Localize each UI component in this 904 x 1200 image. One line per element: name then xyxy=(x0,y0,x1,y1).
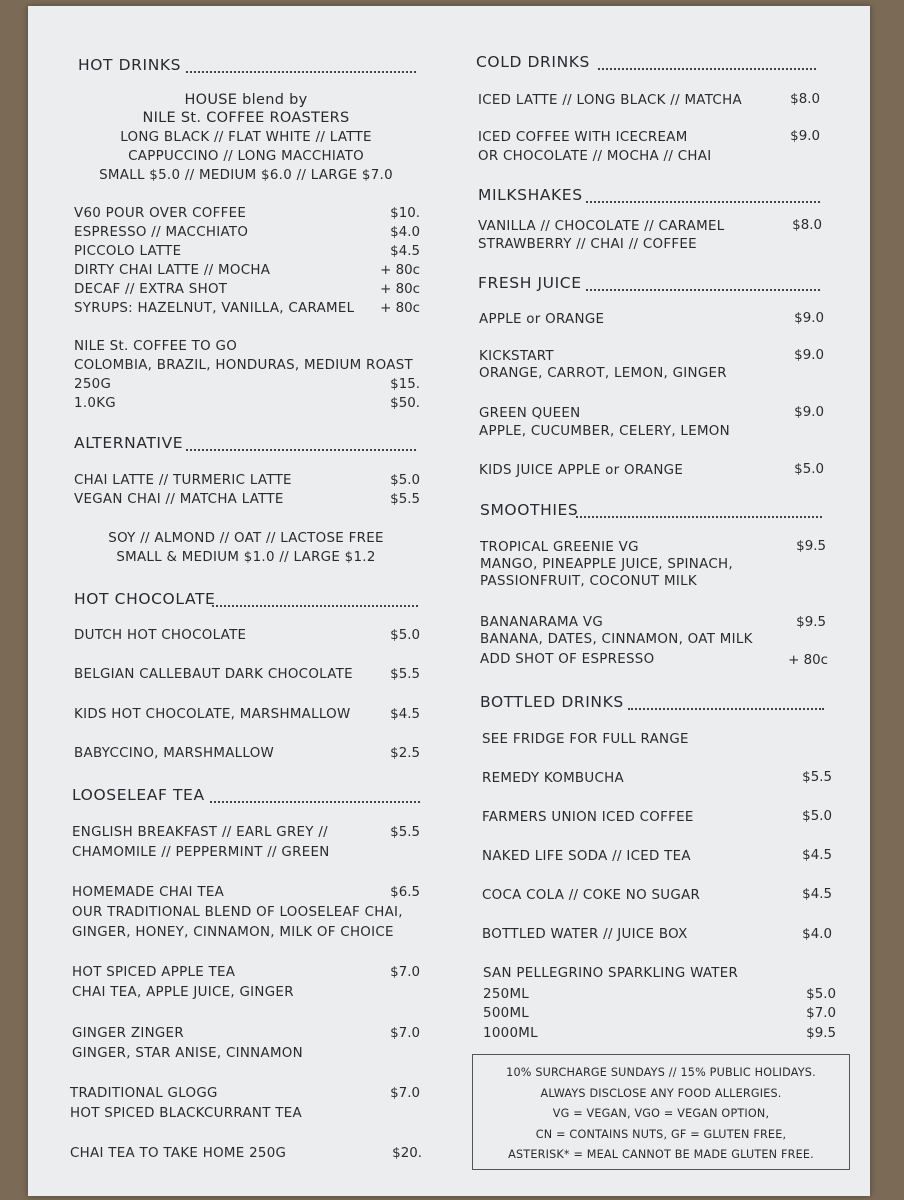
menu-item-name: 500ML xyxy=(483,1006,530,1021)
section-title-fresh-juice: FRESH JUICE xyxy=(478,274,582,292)
menu-item-desc: OUR TRADITIONAL BLEND OF LOOSELEAF CHAI, xyxy=(72,905,403,920)
menu-item-price: $20. xyxy=(392,1146,422,1161)
menu-item-name: KIDS JUICE APPLE or ORANGE xyxy=(479,463,684,478)
menu-item-price: $9.0 xyxy=(794,405,824,420)
menu-item-name: ICED LATTE // LONG BLACK // MATCHA xyxy=(478,93,742,108)
notes-line: 10% SURCHARGE SUNDAYS // 15% PUBLIC HOLIDAYS. xyxy=(506,1066,816,1079)
menu-item-price: $7.0 xyxy=(806,1006,836,1021)
menu-item-price: + 80c xyxy=(380,301,420,316)
menu-item-price: $8.0 xyxy=(792,218,822,233)
milk-options: SOY // ALMOND // OAT // LACTOSE FREE xyxy=(108,531,384,546)
menu-item-desc: GINGER, HONEY, CINNAMON, MILK OF CHOICE xyxy=(72,925,394,940)
menu-item-name: CHAI TEA TO TAKE HOME 250G xyxy=(70,1146,287,1161)
menu-item-price: $9.0 xyxy=(794,311,824,326)
menu-item-price: $5.0 xyxy=(806,987,836,1002)
section-title-alternative: ALTERNATIVE xyxy=(74,434,184,452)
menu-item-name: KIDS HOT CHOCOLATE, MARSHMALLOW xyxy=(74,707,351,722)
menu-item-name: NAKED LIFE SODA // ICED TEA xyxy=(482,849,691,864)
menu-item-name: PICCOLO LATTE xyxy=(74,244,182,259)
bottled-note: SEE FRIDGE FOR FULL RANGE xyxy=(482,732,689,747)
notes-box xyxy=(472,1054,850,1170)
section-divider xyxy=(628,708,824,710)
menu-item-price: $4.5 xyxy=(390,707,420,722)
menu-item-name: DECAF // EXTRA SHOT xyxy=(74,282,228,297)
menu-item-desc: OR CHOCOLATE // MOCHA // CHAI xyxy=(478,149,712,164)
menu-item-name: 250G xyxy=(74,377,112,392)
house-blend-line1: HOUSE blend by xyxy=(184,92,308,108)
notes-line: CN = CONTAINS NUTS, GF = GLUTEN FREE, xyxy=(535,1127,787,1141)
menu-item-price: $10. xyxy=(390,206,420,221)
section-title-milkshakes: MILKSHAKES xyxy=(478,186,583,204)
menu-item-name: HOT SPICED APPLE TEA xyxy=(72,965,236,980)
section-divider xyxy=(186,71,416,73)
menu-item-price: $5.5 xyxy=(390,667,420,682)
menu-item-price: $9.0 xyxy=(790,129,820,144)
section-divider xyxy=(212,605,418,607)
menu-item-name: SYRUPS: HAZELNUT, VANILLA, CARAMEL xyxy=(74,301,355,316)
menu-item-name: ENGLISH BREAKFAST // EARL GREY // xyxy=(72,825,328,840)
notes-line: ALWAYS DISCLOSE ANY FOOD ALLERGIES. xyxy=(540,1086,782,1100)
menu-sheet xyxy=(28,6,870,1196)
menu-item-name: BABYCCINO, MARSHMALLOW xyxy=(74,746,275,761)
menu-item-name: GREEN QUEEN xyxy=(479,406,581,421)
menu-item-name: DIRTY CHAI LATTE // MOCHA xyxy=(74,263,271,278)
section-divider xyxy=(586,201,820,203)
menu-item-name: TROPICAL GREENIE VG xyxy=(480,540,639,555)
milk-prices: SMALL & MEDIUM $1.0 // LARGE $1.2 xyxy=(116,550,376,565)
menu-item-price: $9.5 xyxy=(796,539,826,554)
menu-item-name: ICED COFFEE WITH ICECREAM xyxy=(478,130,688,145)
menu-item-price: $5.5 xyxy=(390,825,420,840)
coffee-to-go-title: NILE St. COFFEE TO GO xyxy=(74,339,238,354)
menu-item-desc: ADD SHOT OF ESPRESSO xyxy=(480,652,655,667)
menu-item-name: VEGAN CHAI // MATCHA LATTE xyxy=(74,492,284,507)
house-blend-prices: SMALL $5.0 // MEDIUM $6.0 // LARGE $7.0 xyxy=(99,168,393,183)
menu-item-price: $8.0 xyxy=(790,92,820,107)
menu-item-price: $4.5 xyxy=(802,887,832,902)
menu-item-desc: MANGO, PINEAPPLE JUICE, SPINACH, xyxy=(480,557,733,572)
notes-line: ASTERISK* = MEAL CANNOT BE MADE GLUTEN FREE. xyxy=(508,1148,814,1161)
menu-item-price: $9.5 xyxy=(806,1026,836,1041)
menu-item-name: GINGER ZINGER xyxy=(72,1026,184,1041)
section-title-smoothies: SMOOTHIES xyxy=(480,501,579,519)
menu-item-price: $4.5 xyxy=(802,848,832,863)
menu-item-name: 1.0KG xyxy=(74,396,116,411)
menu-item-price: $50. xyxy=(390,396,420,411)
section-title-hot-drinks: HOT DRINKS xyxy=(78,56,182,74)
section-divider xyxy=(586,289,820,291)
menu-item-name: REMEDY KOMBUCHA xyxy=(482,771,625,786)
section-title-bottled-drinks: BOTTLED DRINKS xyxy=(480,693,624,711)
menu-item-name: APPLE or ORANGE xyxy=(479,312,605,327)
menu-item-name: KICKSTART xyxy=(479,349,554,364)
menu-item-desc: HOT SPICED BLACKCURRANT TEA xyxy=(70,1106,302,1121)
menu-item-name: CHAI LATTE // TURMERIC LATTE xyxy=(74,473,292,488)
menu-item-price: + 80c xyxy=(380,263,420,278)
menu-item-price: $7.0 xyxy=(390,1026,420,1041)
notes-line: VG = VEGAN, VGO = VEGAN OPTION, xyxy=(552,1107,770,1120)
section-divider xyxy=(210,801,420,803)
menu-item-price: $5.0 xyxy=(390,628,420,643)
menu-item-name: ESPRESSO // MACCHIATO xyxy=(74,225,249,240)
section-divider xyxy=(576,516,822,518)
menu-item-name: 1000ML xyxy=(483,1026,538,1041)
menu-item-price: + 80c xyxy=(788,653,828,668)
menu-item-price: $4.0 xyxy=(802,927,832,942)
menu-item-desc: PASSIONFRUIT, COCONUT MILK xyxy=(480,574,697,589)
menu-item-desc: STRAWBERRY // CHAI // COFFEE xyxy=(478,237,697,252)
menu-item-desc: BANANA, DATES, CINNAMON, OAT MILK xyxy=(480,632,753,647)
menu-item-name: V60 POUR OVER COFFEE xyxy=(74,206,247,221)
menu-item-price: $5.5 xyxy=(802,770,832,785)
menu-item-price: $9.0 xyxy=(794,348,824,363)
menu-item-price: $5.0 xyxy=(794,462,824,477)
menu-item-name: 250ML xyxy=(483,987,530,1002)
menu-item-price: $5.0 xyxy=(390,473,420,488)
menu-item-name: VANILLA // CHOCOLATE // CARAMEL xyxy=(478,219,725,234)
pellegrino-title: SAN PELLEGRINO SPARKLING WATER xyxy=(483,966,739,981)
menu-item-desc: GINGER, STAR ANISE, CINNAMON xyxy=(72,1046,303,1061)
menu-item-price: $2.5 xyxy=(390,746,420,761)
house-blend-line2: NILE St. COFFEE ROASTERS xyxy=(142,110,350,126)
section-title-hot-chocolate: HOT CHOCOLATE xyxy=(74,590,216,608)
section-divider xyxy=(598,68,816,70)
menu-item-name: DUTCH HOT CHOCOLATE xyxy=(74,628,247,643)
section-title-cold-drinks: COLD DRINKS xyxy=(476,53,590,71)
house-blend-line3: LONG BLACK // FLAT WHITE // LATTE xyxy=(120,130,372,145)
section-title-looseleaf-tea: LOOSELEAF TEA xyxy=(72,786,205,804)
menu-item-name: BELGIAN CALLEBAUT DARK CHOCOLATE xyxy=(74,667,353,682)
menu-item-price: $6.5 xyxy=(390,885,420,900)
menu-item-name: COCA COLA // COKE NO SUGAR xyxy=(482,888,701,903)
menu-item-name: BOTTLED WATER // JUICE BOX xyxy=(482,927,688,942)
menu-item-price: + 80c xyxy=(380,282,420,297)
menu-item-name: HOMEMADE CHAI TEA xyxy=(72,885,225,900)
menu-item-desc: APPLE, CUCUMBER, CELERY, LEMON xyxy=(479,424,730,439)
menu-item-price: $9.5 xyxy=(796,615,826,630)
section-divider xyxy=(186,449,416,451)
menu-item-price: $7.0 xyxy=(390,965,420,980)
menu-item-name: FARMERS UNION ICED COFFEE xyxy=(482,810,694,825)
menu-item-name: BANANARAMA VG xyxy=(480,615,604,630)
coffee-to-go-desc: COLOMBIA, BRAZIL, HONDURAS, MEDIUM ROAST xyxy=(74,358,413,373)
menu-item-price: $15. xyxy=(390,377,420,392)
house-blend-line4: CAPPUCCINO // LONG MACCHIATO xyxy=(128,149,364,164)
menu-item-desc: CHAI TEA, APPLE JUICE, GINGER xyxy=(72,985,294,1000)
menu-item-price: $5.0 xyxy=(802,809,832,824)
menu-item-price: $4.5 xyxy=(390,244,420,259)
menu-item-price: $4.0 xyxy=(390,225,420,240)
menu-item-price: $5.5 xyxy=(390,492,420,507)
menu-item-price: $7.0 xyxy=(390,1086,420,1101)
menu-item-desc: ORANGE, CARROT, LEMON, GINGER xyxy=(479,366,727,381)
menu-item-desc: CHAMOMILE // PEPPERMINT // GREEN xyxy=(72,845,330,860)
menu-item-name: TRADITIONAL GLOGG xyxy=(70,1086,218,1101)
